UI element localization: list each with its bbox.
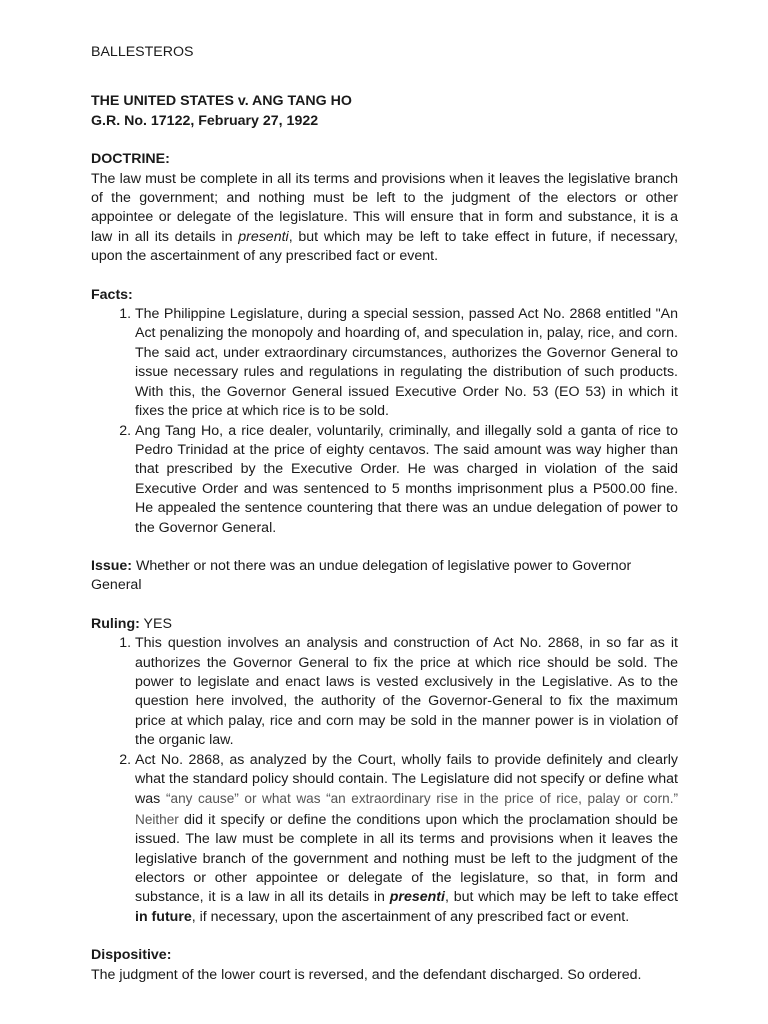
case-title: THE UNITED STATES v. ANG TANG HO — [91, 93, 352, 110]
issue-label: Issue: — [91, 557, 133, 574]
dispositive-section — [91, 946, 678, 985]
case-citation: G.R. No. 17122, February 27, 1922 — [91, 112, 319, 129]
ruling-item: 1. This question involves an analysis and construction of Act No. 2868, in so far as it authorizes the Governor General to fix the price at which rice should be sold. The power to legislate and enact laws is vested exclusively in the Legislative. As to the question here involved, the authority of the Governor-General to fix the maximum price at which palay, rice and corn may be sold in the manner power is in violation of the organic law. — [135, 634, 678, 750]
dispositive-heading: Dispositive: — [91, 947, 172, 964]
doctrine-italic-term: presenti — [238, 228, 289, 245]
issue-section — [91, 557, 678, 596]
doctrine-heading: DOCTRINE: — [91, 151, 170, 168]
ruling-section — [91, 615, 678, 928]
ruling-label: Ruling: — [91, 615, 140, 632]
ruling-list — [91, 634, 678, 927]
dispositive-text: The judgment of the lower court is reversed, and the defendant discharged. So ordered. — [91, 966, 642, 983]
ruling-value: YES — [139, 615, 172, 632]
facts-list — [91, 305, 678, 538]
doctrine-text: The law must be complete in all its terms and provisions when it leaves the legislative branch of the government; and nothing must be left to the judgment of the electors or other appointee or delegate of the legislature. This will ensure that in form and substance, it is a law in all its details in presenti, but which may be left to take effect in future, if necessary, upon the ascertainment of any prescribed fact or event. — [91, 170, 678, 265]
doctrine-section — [91, 150, 678, 266]
issue-text: Issue: Whether or not there was an undue delegation of legislative power to Governor General — [91, 557, 632, 594]
facts-item: 1. The Philippine Legislature, during a special session, passed Act No. 2868 entitled "An Act penalizing the monopoly and hoarding of, and speculation in, palay, rice, and corn. The said act, under extraordinary circumstances, authorizes the Governor General to issue necessary rules and regulations in regulating the distribution of such products. With this, the Governor General issued Executive Order No. 53 (EO 53) in which it fixes the price at which rice is to be sold. — [135, 305, 678, 421]
facts-heading: Facts: — [91, 286, 133, 303]
facts-section — [91, 286, 678, 538]
ruling-item: 2. Act No. 2868, as analyzed by the Court, wholly fails to provide definitely and clearly what the standard policy should contain. The Legislature did not specify or define what was “any cause” or what was “an extraordinary rise in the price of rice, palay or corn.” Neither did it specify or define the conditions upon which the proclamation should be issued. The law must be complete in all its terms and provisions when it leaves the legislative branch of the government and nothing must be left to the judgment of the electors or other appointee or delegate of the legislature, so that, in form and substance, it is a law in all its details in presenti, but which may be left to take effect in future, if necessary, upon the ascertainment of any prescribed fact or event. — [135, 751, 678, 928]
facts-item: 2. Ang Tang Ho, a rice dealer, voluntarily, criminally, and illegally sold a ganta of rice to Pedro Trinidad at the price of eighty centavos. The said amount was way higher than that prescribed by the Executive Order. He was charged in violation of the said Executive Order and was sentenced to 5 months imprisonment plus a P500.00 fine. He appealed the sentence countering that there was an undue delegation of power to the Governor General. — [135, 422, 678, 538]
author-name: BALLESTEROS — [91, 44, 194, 60]
ruling-heading — [91, 615, 678, 634]
